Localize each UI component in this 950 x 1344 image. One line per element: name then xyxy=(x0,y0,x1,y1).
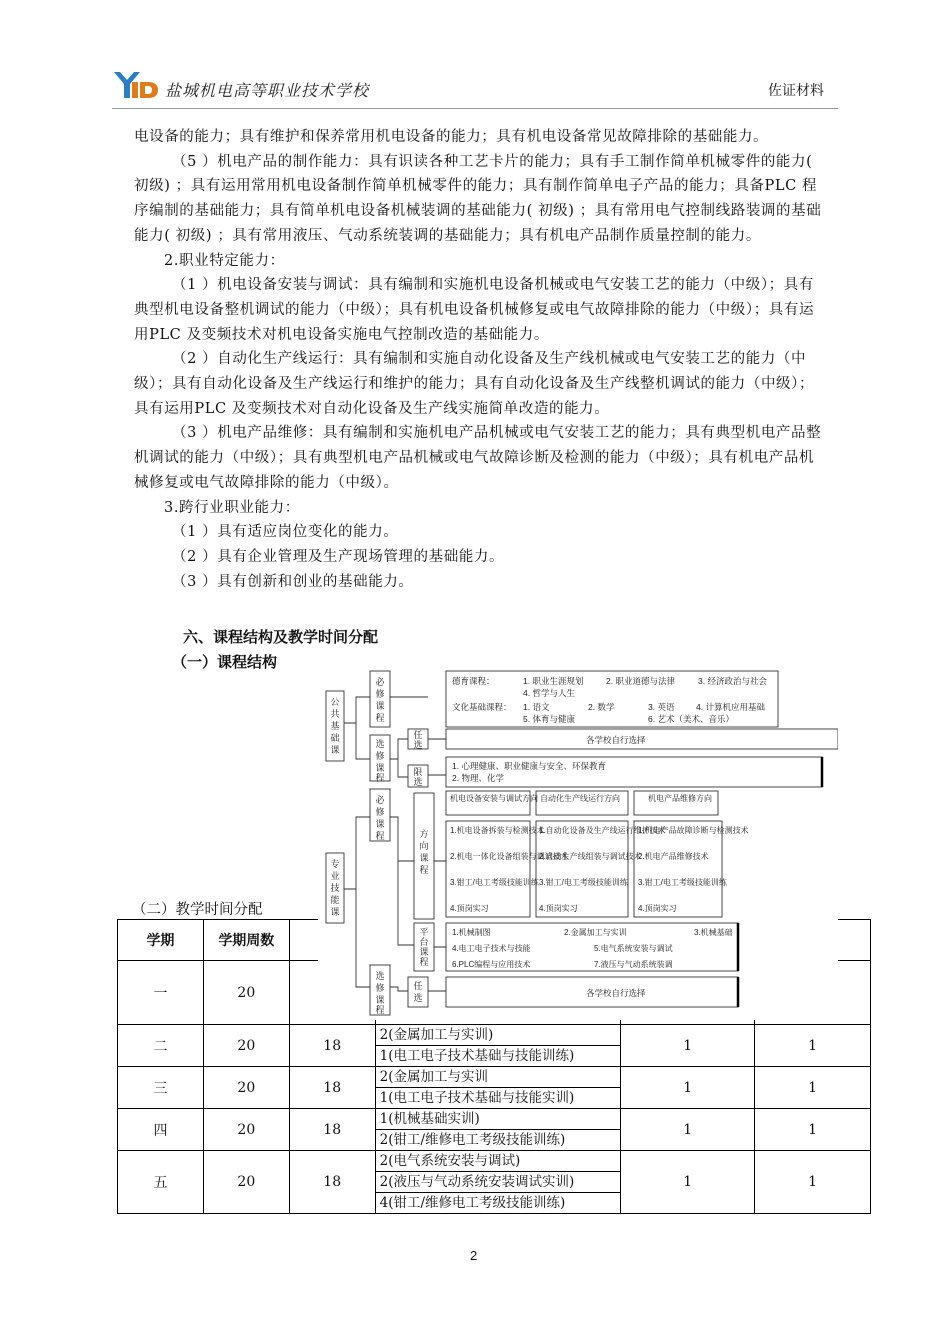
svg-text:2. 物理、化学: 2. 物理、化学 xyxy=(452,773,504,783)
svg-text:2.自动生产线组装与调试技术: 2.自动生产线组装与调试技术 xyxy=(539,852,642,861)
list-item: 2(钳工/维修电工考级技能训练) xyxy=(379,1132,566,1148)
paragraph: （1 ）机电设备安装与调试：具有编制和实施机电设备机械或电气安装工艺的能力（中级）；具有典型机电设备整机调试的能力（中级）；具有机电设备机械修复或电气故障排除的能力（中级）；具有运用PLC 及变频技术对机电设备实施电气控制改造的基础能力。 xyxy=(134,277,815,343)
svg-text:2.机电一体化设备组装与调试技术: 2.机电一体化设备组装与调试技术 xyxy=(450,852,569,861)
list-item: 2(电气系统安装与调试) xyxy=(376,1151,621,1172)
table-cell: 20 xyxy=(203,961,289,1025)
svg-text:3. 经济政治与社会: 3. 经济政治与社会 xyxy=(698,676,767,686)
table-cell: 20 xyxy=(203,1151,289,1214)
svg-text:技: 技 xyxy=(330,883,340,893)
svg-text:限: 限 xyxy=(413,767,423,777)
table-cell: 三 xyxy=(118,1067,204,1109)
svg-text:程: 程 xyxy=(375,713,385,723)
svg-text:选: 选 xyxy=(413,993,423,1003)
svg-text:程: 程 xyxy=(375,1005,385,1015)
svg-text:1. 语文: 1. 语文 xyxy=(523,702,550,712)
paragraph: 电设备的能力；具有维护和保养常用机电设备的能力；具有机电设备常见故障排除的基础能力。 xyxy=(134,129,769,145)
svg-text:4. 计算机应用基础: 4. 计算机应用基础 xyxy=(696,702,765,712)
svg-text:共: 共 xyxy=(330,709,340,719)
svg-text:课: 课 xyxy=(419,853,429,863)
svg-text:程: 程 xyxy=(419,865,429,875)
svg-text:4. 哲学与人生: 4. 哲学与人生 xyxy=(523,688,575,698)
paragraph: （5 ）机电产品的制作能力：具有识读各种工艺卡片的能力；具有手工制作简单机械零件的能力( 初级) ；具有运用常用机电设备制作简单机械零件的能力；具有制作简单电子产品的能力；具备PLC 程序编制的基础能力；具有简单机电设备机械装调的基础能力( 初级) ；具有常用电气控制线路装调的基础能力( 初级) ；具有常用液压、气动系统装调的基础能力；具有机电产品制作质量控制的能力。 xyxy=(134,153,822,244)
list-item: 1(电工电子技术基础与技能训练) xyxy=(379,1048,575,1064)
svg-text:选: 选 xyxy=(375,971,385,981)
table-cell: 20 xyxy=(203,1067,289,1109)
svg-text:4.顶岗实习: 4.顶岗实习 xyxy=(638,904,677,913)
table-cell: 1 xyxy=(755,1151,871,1214)
svg-text:2.机电产品维修技术: 2.机电产品维修技术 xyxy=(638,852,709,861)
header-cell: 学期 xyxy=(118,920,204,961)
svg-text:修: 修 xyxy=(375,983,385,993)
school-name: 盐城机电高等职业技术学校 xyxy=(165,81,370,100)
svg-text:向: 向 xyxy=(419,841,429,851)
table-cell: 18 xyxy=(289,1109,375,1151)
paragraph: （3 ）机电产品维修：具有编制和实施机电产品机械或电气安装工艺的能力；具有典型机电产品整机调试的能力（中级）；具有典型机电产品机械或电气故障诊断及检测的能力（中级）；具有机电产品机械修复或电气故障排除的能力（中级）。 xyxy=(134,425,822,491)
table-cell: 四 xyxy=(118,1109,204,1151)
table-cell: 1 xyxy=(621,1151,755,1214)
list-item: 1(电工电子技术基础与技能实训) xyxy=(379,1090,575,1106)
table-cell: 1 xyxy=(755,1025,871,1067)
section-title: 六、课程结构及教学时间分配 xyxy=(183,628,379,646)
svg-text:课: 课 xyxy=(375,995,385,1005)
subsection-title: （一）课程结构 xyxy=(172,653,278,671)
svg-text:3.钳工/电工考级技能训练: 3.钳工/电工考级技能训练 xyxy=(450,878,539,887)
table-cell xyxy=(375,1025,621,1067)
svg-text:课: 课 xyxy=(375,819,385,829)
label-public: 公 xyxy=(330,697,340,707)
paragraph: 3.跨行业职业能力： xyxy=(164,499,300,516)
svg-text:3. 英语: 3. 英语 xyxy=(648,702,675,712)
svg-text:修: 修 xyxy=(375,689,385,699)
svg-text:任: 任 xyxy=(413,730,423,740)
svg-text:课: 课 xyxy=(375,763,385,773)
list-item: 1(机械基础实训) xyxy=(376,1109,621,1130)
paragraph: （3 ）具有创新和创业的基础能力。 xyxy=(172,573,414,590)
svg-text:课: 课 xyxy=(419,947,429,957)
svg-text:选: 选 xyxy=(413,777,423,787)
table-cell: 1 xyxy=(621,1067,755,1109)
culture-label: 文化基础课程： xyxy=(452,702,512,712)
paragraph: 2.职业特定能力： xyxy=(164,252,285,269)
svg-text:1.自动化设备及生产线运行维护技术: 1.自动化设备及生产线运行维护技术 xyxy=(539,826,666,835)
table-cell: 五 xyxy=(118,1151,204,1214)
svg-text:6. 艺术（美术、音乐）: 6. 艺术（美术、音乐） xyxy=(648,714,734,724)
svg-text:1. 职业生涯规划: 1. 职业生涯规划 xyxy=(523,676,584,686)
list-item: 4(钳工/维修电工考级技能训练) xyxy=(379,1195,566,1211)
table-cell: 20 xyxy=(203,1025,289,1067)
direction-heading: 自动化生产线运行方向 xyxy=(540,794,620,803)
svg-text:2. 数学: 2. 数学 xyxy=(588,702,615,712)
svg-text:选: 选 xyxy=(375,739,385,749)
table-cell: 二 xyxy=(118,1025,204,1067)
school-choice: 各学校自行选择 xyxy=(586,735,646,745)
subsection-title: （二）教学时间分配 xyxy=(132,902,263,918)
table-cell: 1 xyxy=(755,1067,871,1109)
svg-text:1.机电产品故障诊断与检测技术: 1.机电产品故障诊断与检测技术 xyxy=(638,826,749,835)
list-item: 2(金属加工与实训) xyxy=(376,1025,621,1046)
svg-text:任: 任 xyxy=(413,981,423,991)
svg-text:3.钳工/电工考级技能训练: 3.钳工/电工考级技能训练 xyxy=(539,878,628,887)
svg-text:必: 必 xyxy=(375,795,385,805)
header-cell: 学期周数 xyxy=(203,920,289,961)
svg-text:课: 课 xyxy=(330,907,340,917)
body-text xyxy=(134,125,824,594)
svg-text:4.电工电子技术与技能: 4.电工电子技术与技能 xyxy=(452,944,531,953)
course-structure-diagram xyxy=(318,667,838,1020)
list-item: 2(液压与气动系统安装调试实训) xyxy=(376,1172,621,1193)
svg-text:7.液压与气动系统装调: 7.液压与气动系统装调 xyxy=(594,960,673,969)
svg-text:必: 必 xyxy=(375,677,385,687)
table-cell: 1 xyxy=(621,1025,755,1067)
table-cell: 18 xyxy=(289,1067,375,1109)
svg-text:2. 职业道德与法律: 2. 职业道德与法律 xyxy=(606,676,675,686)
table-cell xyxy=(375,1067,621,1109)
svg-text:4.顶岗实习: 4.顶岗实习 xyxy=(450,904,489,913)
svg-text:程: 程 xyxy=(419,957,429,967)
school-logo xyxy=(112,68,160,102)
svg-text:3.机械基础: 3.机械基础 xyxy=(694,928,733,937)
table-cell: 18 xyxy=(289,1151,375,1214)
svg-text:专: 专 xyxy=(330,859,340,869)
paragraph: （2 ）具有企业管理及生产现场管理的基础能力。 xyxy=(172,548,505,565)
paragraph: （1 ）具有适应岗位变化的能力。 xyxy=(172,524,399,541)
svg-text:1.机械制图: 1.机械制图 xyxy=(452,928,491,937)
table-cell: 1 xyxy=(621,1109,755,1151)
svg-text:程: 程 xyxy=(375,831,385,841)
svg-text:1.机电设备拆装与检测技术: 1.机电设备拆装与检测技术 xyxy=(450,826,545,835)
table-cell: 1 xyxy=(755,1109,871,1151)
svg-text:方: 方 xyxy=(419,829,429,839)
table-cell: 20 xyxy=(203,1109,289,1151)
svg-text:2.金属加工与实训: 2.金属加工与实训 xyxy=(564,928,627,937)
svg-text:台: 台 xyxy=(419,937,429,947)
svg-text:5. 体育与健康: 5. 体育与健康 xyxy=(523,714,575,724)
svg-text:平: 平 xyxy=(419,927,429,937)
svg-text:3.钳工/电工考级技能训练: 3.钳工/电工考级技能训练 xyxy=(638,878,727,887)
moral-label: 德育课程： xyxy=(452,676,495,686)
svg-text:6.PLC编程与应用技术: 6.PLC编程与应用技术 xyxy=(452,960,531,969)
table-cell xyxy=(375,1151,621,1214)
svg-text:基: 基 xyxy=(330,721,340,731)
svg-text:础: 础 xyxy=(330,733,340,743)
svg-text:业: 业 xyxy=(330,871,340,881)
svg-text:课: 课 xyxy=(375,701,385,711)
svg-text:5.电气系统安装与调试: 5.电气系统安装与调试 xyxy=(594,944,673,953)
paragraph: （2 ）自动化生产线运行：具有编制和实施自动化设备及生产线机械或电气安装工艺的能力（中级）；具有自动化设备及生产线运行和维护的能力；具有自动化设备及生产线整机调试的能力（中级）；具有运用PLC 及变频技术对自动化设备及生产线实施简单改造的能力。 xyxy=(134,351,815,417)
svg-text:修: 修 xyxy=(375,751,385,761)
table-cell: 18 xyxy=(289,1025,375,1067)
direction-heading: 机电设备安装与调试方向 xyxy=(450,794,538,803)
svg-text:4.顶岗实习: 4.顶岗实习 xyxy=(539,904,578,913)
svg-text:修: 修 xyxy=(375,807,385,817)
svg-text:能: 能 xyxy=(330,895,340,905)
page-number: 2 xyxy=(470,1248,478,1263)
header-divider xyxy=(112,108,838,109)
svg-text:程: 程 xyxy=(375,773,385,783)
svg-text:1. 心理健康、职业健康与安全、环保教育: 1. 心理健康、职业健康与安全、环保教育 xyxy=(452,761,606,771)
table-cell: 一 xyxy=(118,961,204,1025)
table-cell xyxy=(375,1109,621,1151)
direction-heading: 机电产品维修方向 xyxy=(648,794,712,803)
header-label: 佐证材料 xyxy=(768,83,824,99)
svg-text:选: 选 xyxy=(413,740,423,750)
svg-text:课: 课 xyxy=(330,745,340,755)
school-choice: 各学校自行选择 xyxy=(586,988,646,998)
list-item: 2(金属加工与实训 xyxy=(376,1067,621,1088)
